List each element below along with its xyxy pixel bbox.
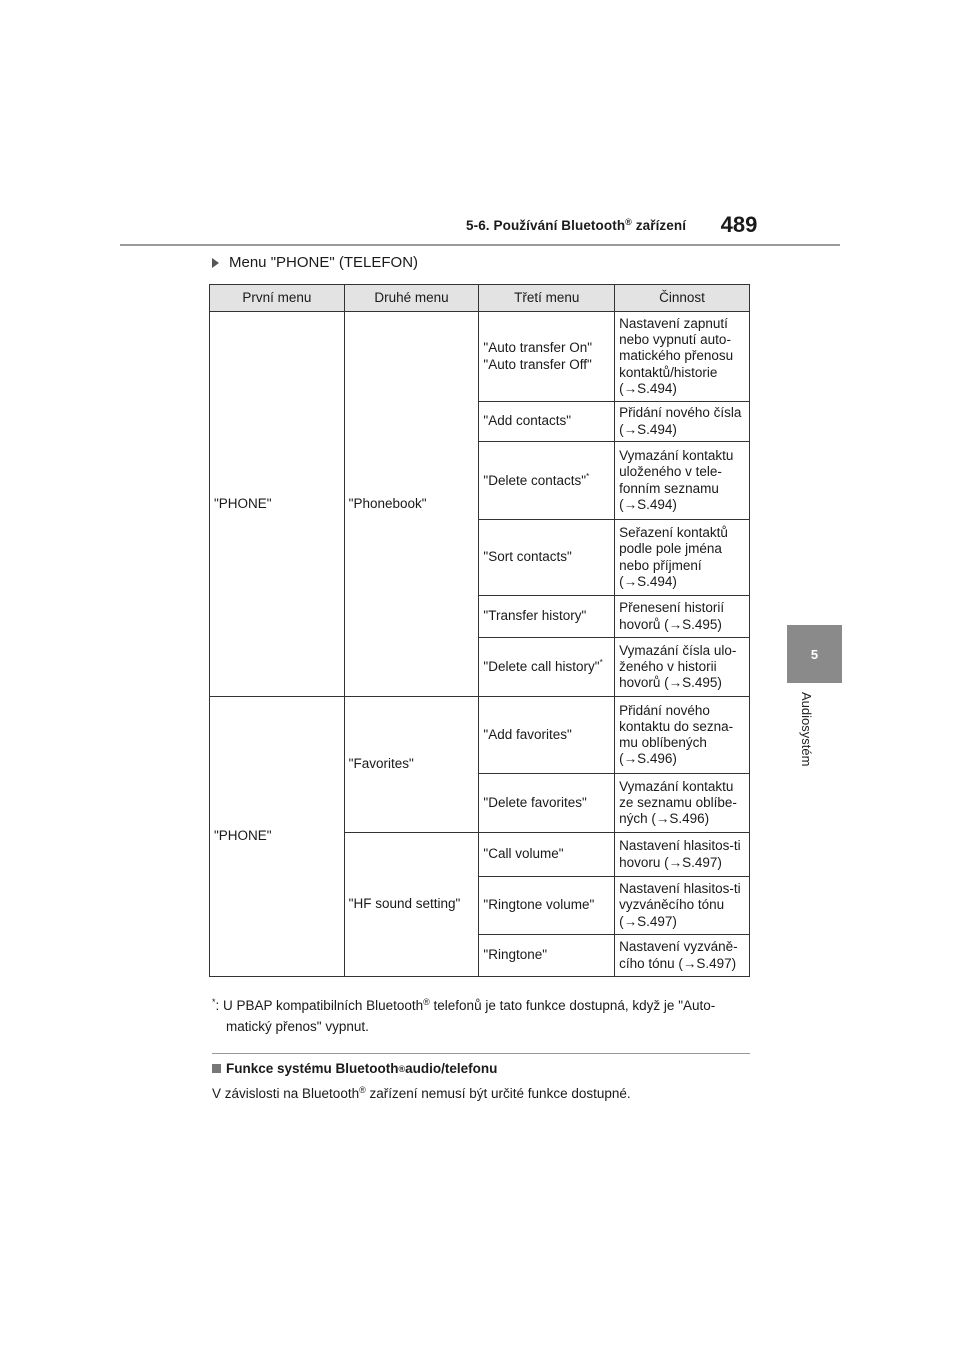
table-cell: "Add favorites"	[479, 697, 615, 774]
table-cell: Nastavení hlasitos-ti hovoru (→S.497)	[615, 833, 750, 877]
body-paragraph: V závislosti na Bluetooth® zařízení nemusí být určité funkce dostupné.	[212, 1085, 631, 1101]
table-cell: "Delete favorites"	[479, 774, 615, 833]
table-cell: "Call volume"	[479, 833, 615, 877]
table-cell: "PHONE"	[210, 697, 345, 977]
footnote: *: U PBAP kompatibilních Bluetooth® telefonů je tato funkce dostupná, když je "Auto- matický přenos" vypnut.	[212, 997, 716, 1034]
table-cell: Přidání nového kontaktu do sezna-mu oblíbených (→S.496)	[615, 697, 750, 774]
table-cell: Seřazení kontaktů podle pole jména nebo příjmení (→S.494)	[615, 520, 750, 596]
table-cell: "Delete contacts"*	[479, 442, 615, 520]
table-row	[210, 697, 750, 774]
table-cell: Vymazání kontaktu uloženého v tele-fonním seznamu (→S.494)	[615, 442, 750, 520]
table-cell: "Transfer history"	[479, 596, 615, 638]
table-cell: "Sort contacts"	[479, 520, 615, 596]
subsection-rule	[212, 1053, 750, 1054]
table-cell: Vymazání kontaktu ze seznamu oblíbe-ných (→S.496)	[615, 774, 750, 833]
table-cell: "Add contacts"	[479, 402, 615, 442]
table-cell: "Ringtone"	[479, 935, 615, 977]
section-title: 5-6. Používání Bluetooth® zařízení	[466, 217, 687, 233]
column-header: Třetí menu	[479, 285, 615, 312]
chapter-tab: 5	[787, 625, 842, 683]
triangle-bullet-icon	[212, 258, 219, 268]
table-cell: "HF sound setting"	[344, 833, 479, 977]
table-cell: "Phonebook"	[344, 312, 479, 697]
column-header: První menu	[210, 285, 345, 312]
column-header: Činnost	[615, 285, 750, 312]
table-cell: Nastavení vyzváně-cího tónu (→S.497)	[615, 935, 750, 977]
table-cell: Nastavení hlasitos-ti vyzváněcího tónu (→S.497)	[615, 877, 750, 935]
column-header: Druhé menu	[344, 285, 479, 312]
table-row	[210, 312, 750, 402]
table-cell: "Favorites"	[344, 697, 479, 833]
chapter-label: Audiosystém	[799, 692, 814, 767]
square-bullet-icon	[212, 1064, 221, 1073]
table-cell: "Ringtone volume"	[479, 877, 615, 935]
table-cell: "Auto transfer On" "Auto transfer Off"	[479, 312, 615, 402]
table-cell: Přenesení historií hovorů (→S.495)	[615, 596, 750, 638]
table-cell: Vymazání čísla ulo-ženého v historii hovorů (→S.495)	[615, 638, 750, 697]
header-rule	[120, 244, 840, 246]
phone-menu-table	[209, 284, 750, 977]
table-cell: "PHONE"	[210, 312, 345, 697]
section-heading: Menu "PHONE" (TELEFON)	[212, 254, 418, 271]
table-cell: Přidání nového čísla (→S.494)	[615, 402, 750, 442]
table-cell: "Delete call history"*	[479, 638, 615, 697]
table-cell: Nastavení zapnutí nebo vypnutí auto-matického přenosu kontaktů/historie (→S.494)	[615, 312, 750, 402]
page-number: 489	[720, 212, 758, 237]
table-header-row	[210, 285, 750, 312]
subsection-heading: Funkce systému Bluetooth ® audio/telefonu	[212, 1061, 497, 1076]
